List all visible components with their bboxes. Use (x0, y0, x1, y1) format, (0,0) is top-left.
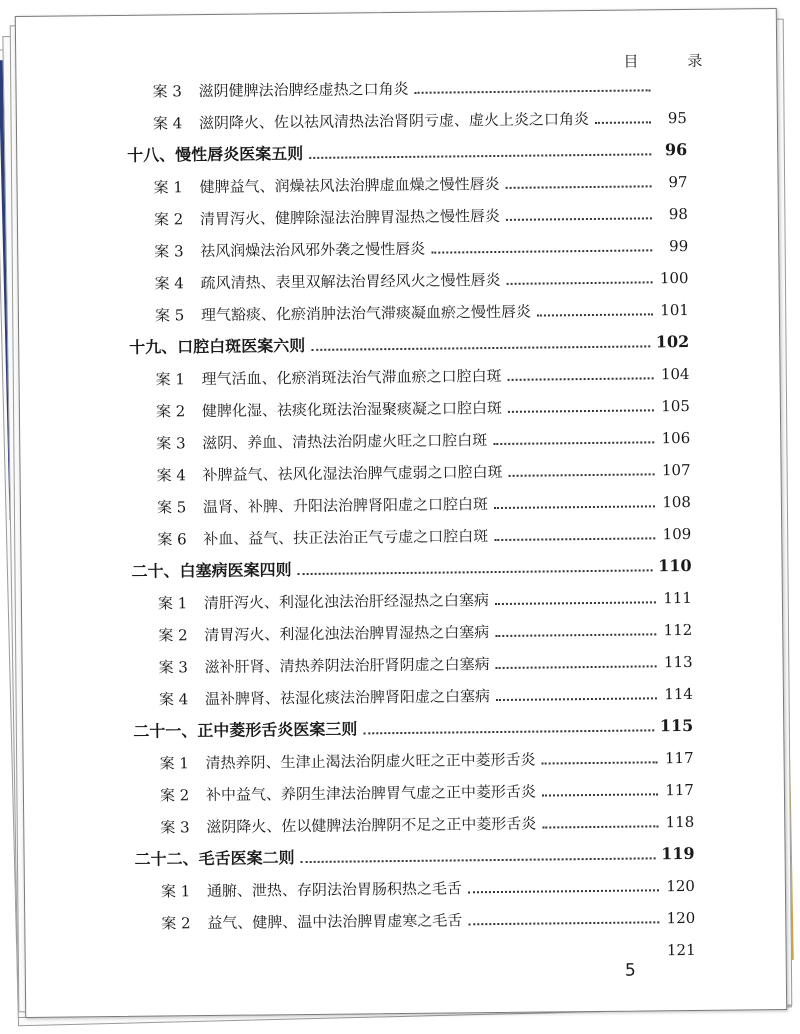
entry-page-number: 119 (661, 843, 695, 864)
entry-page-number: 97 (668, 172, 688, 192)
case-label: 案 2 (153, 210, 184, 229)
dot-leader (495, 587, 656, 605)
dot-leader (311, 331, 650, 351)
entry-page-number: 105 (661, 396, 690, 416)
entry-page-number: 111 (663, 588, 692, 608)
dot-leader (542, 811, 658, 828)
entry-page-number: 96 (664, 139, 688, 160)
entry-page-number: 102 (655, 331, 690, 352)
entry-page-number: 99 (669, 236, 689, 256)
case-label: 案 3 (158, 658, 189, 677)
entry-title: 健脾化湿、祛痰化斑法治湿聚痰凝之口腔白斑 (201, 398, 503, 421)
entry-page-number: 120 (666, 908, 696, 928)
case-label: 案 5 (156, 498, 187, 517)
entry-title: 十八、慢性唇炎医案五则 (127, 144, 304, 165)
entry-title: 理气豁痰、化瘀消肿法治气滞痰凝血瘀之慢性唇炎 (200, 302, 532, 325)
entry-page-number: 120 (666, 876, 696, 896)
dot-leader (494, 491, 655, 509)
entry-title: 二十、白塞病医案四则 (131, 560, 292, 581)
entry-page-number: 107 (661, 460, 691, 480)
case-label: 案 4 (158, 690, 189, 709)
case-label: 案 4 (152, 114, 183, 133)
entry-title: 清胃泻火、利湿化浊法治脾胃湿热之白塞病 (204, 623, 490, 645)
entry-title: 十九、口腔白斑医案六则 (129, 335, 306, 357)
dot-leader (595, 107, 651, 124)
entry-title: 清胃泻火、健脾除湿法治脾胃湿热之慢性唇炎 (199, 206, 501, 229)
case-label: 案 4 (154, 274, 184, 293)
case-label: 案 2 (158, 626, 188, 645)
entry-title: 滋阴降火、佐以健脾法治脾阴不足之正中菱形舌炎 (206, 814, 537, 837)
toc-page (15, 8, 787, 1018)
dot-leader (508, 459, 654, 477)
entry-title: 补血、益气、扶正法治正气亏虚之口腔白斑 (203, 527, 489, 549)
entry-page-number: 121 (666, 940, 696, 960)
entry-page-number: 114 (664, 684, 694, 704)
running-header: 目 录 (623, 51, 725, 71)
entry-page-number: 98 (668, 204, 688, 224)
dot-leader (495, 619, 656, 637)
case-label: 案 3 (160, 818, 190, 837)
entry-page-number: 108 (662, 492, 691, 512)
entry-title: 滋阴健脾法治脾经虚热之口角炎 (198, 79, 409, 101)
entry-page-number: 101 (660, 300, 689, 320)
case-label: 案 1 (155, 370, 185, 389)
entry-page-number: 115 (659, 715, 694, 736)
case-label: 案 4 (156, 466, 186, 485)
entry-title: 补中益气、养阴生津法治脾胃气虚之正中菱形舌炎 (205, 782, 537, 805)
dot-leader (506, 267, 652, 285)
dot-leader (541, 747, 657, 764)
dot-leader (301, 843, 656, 863)
dot-leader (297, 555, 652, 575)
entry-title: 滋阴降火、佐以祛风清热法治肾阴亏虚、虚火上炎之口角炎 (198, 110, 589, 133)
dot-leader (508, 395, 654, 413)
dot-leader (468, 875, 659, 893)
entry-title: 祛风润燥法治风邪外袭之慢性唇炎 (200, 239, 426, 261)
entry-title: 滋阴、养血、清热法治阴虚火旺之口腔白斑 (202, 431, 488, 453)
entry-page-number: 100 (659, 268, 689, 288)
dot-leader (505, 171, 651, 189)
entry-title: 二十一、正中菱形舌炎医案三则 (133, 719, 358, 741)
entry-title: 益气、健脾、温中法治脾胃虚寒之毛舌 (207, 911, 463, 933)
case-label: 案 1 (157, 594, 188, 613)
entry-title: 温补脾肾、祛湿化痰法治脾肾阳虚之白塞病 (204, 687, 491, 709)
case-label: 案 1 (153, 178, 183, 197)
case-label: 案 2 (159, 786, 190, 805)
dot-leader (506, 203, 652, 221)
entry-title: 二十二、毛舌医案二则 (134, 848, 295, 869)
entry-title: 补脾益气、祛风化湿法治脾气虚弱之口腔白斑 (202, 462, 503, 485)
table-of-contents (126, 70, 695, 972)
entry-title: 理气活血、化瘀消斑法治气滞血瘀之口腔白斑 (201, 366, 502, 389)
entry-title: 温肾、补脾、升阳法治脾肾阳虚之口腔白斑 (202, 495, 489, 517)
dot-leader (468, 907, 659, 925)
toc-case-entry[interactable] (135, 934, 695, 972)
dot-leader (414, 75, 650, 93)
dot-leader (363, 715, 654, 734)
case-label: 案 3 (156, 434, 186, 453)
entry-page-number: 112 (663, 620, 693, 640)
entry-page-number: 110 (658, 555, 692, 576)
case-label: 案 5 (154, 306, 185, 325)
case-label: 案 3 (152, 82, 182, 101)
entry-title: 清肝泻火、利湿化浊法治肝经湿热之白塞病 (203, 591, 490, 613)
entry-title: 通腑、泄热、存阴法治胃肠积热之毛舌 (206, 879, 463, 901)
dot-leader (496, 683, 657, 701)
entry-page-number: 117 (664, 748, 694, 768)
dot-leader (309, 139, 651, 159)
case-label: 案 3 (154, 242, 184, 261)
dot-leader (494, 523, 655, 541)
dot-leader (431, 235, 652, 253)
entry-title: 清热养阴、生津止渴法治阴虚火旺之正中菱形舌炎 (205, 750, 536, 773)
entry-page-number: 113 (663, 652, 693, 672)
case-label: 案 2 (161, 914, 191, 933)
entry-page-number: 118 (665, 812, 695, 832)
entry-title: 滋补肝肾、清热养阴法治肝肾阴虚之白塞病 (204, 655, 490, 677)
entry-title: 疏风清热、表里双解法治胃经风火之慢性唇炎 (200, 270, 501, 293)
case-label: 案 1 (160, 882, 191, 901)
dot-leader (507, 363, 653, 381)
case-label: 案 1 (159, 754, 190, 773)
dot-leader (542, 779, 658, 796)
dot-leader (493, 427, 654, 445)
entry-page-number: 95 (667, 108, 687, 128)
entry-page-number: 109 (662, 524, 692, 544)
entry-page-number: 117 (665, 780, 695, 800)
case-label: 案 2 (155, 402, 186, 421)
entry-page-number: 106 (661, 428, 691, 448)
entry-title: 健脾益气、润燥祛风法治脾虚血燥之慢性唇炎 (199, 174, 500, 197)
dot-leader (495, 651, 656, 669)
page-number: 5 (624, 960, 636, 981)
dot-leader (537, 299, 653, 316)
entry-page-number: 104 (660, 364, 690, 384)
case-label: 案 6 (157, 530, 187, 549)
